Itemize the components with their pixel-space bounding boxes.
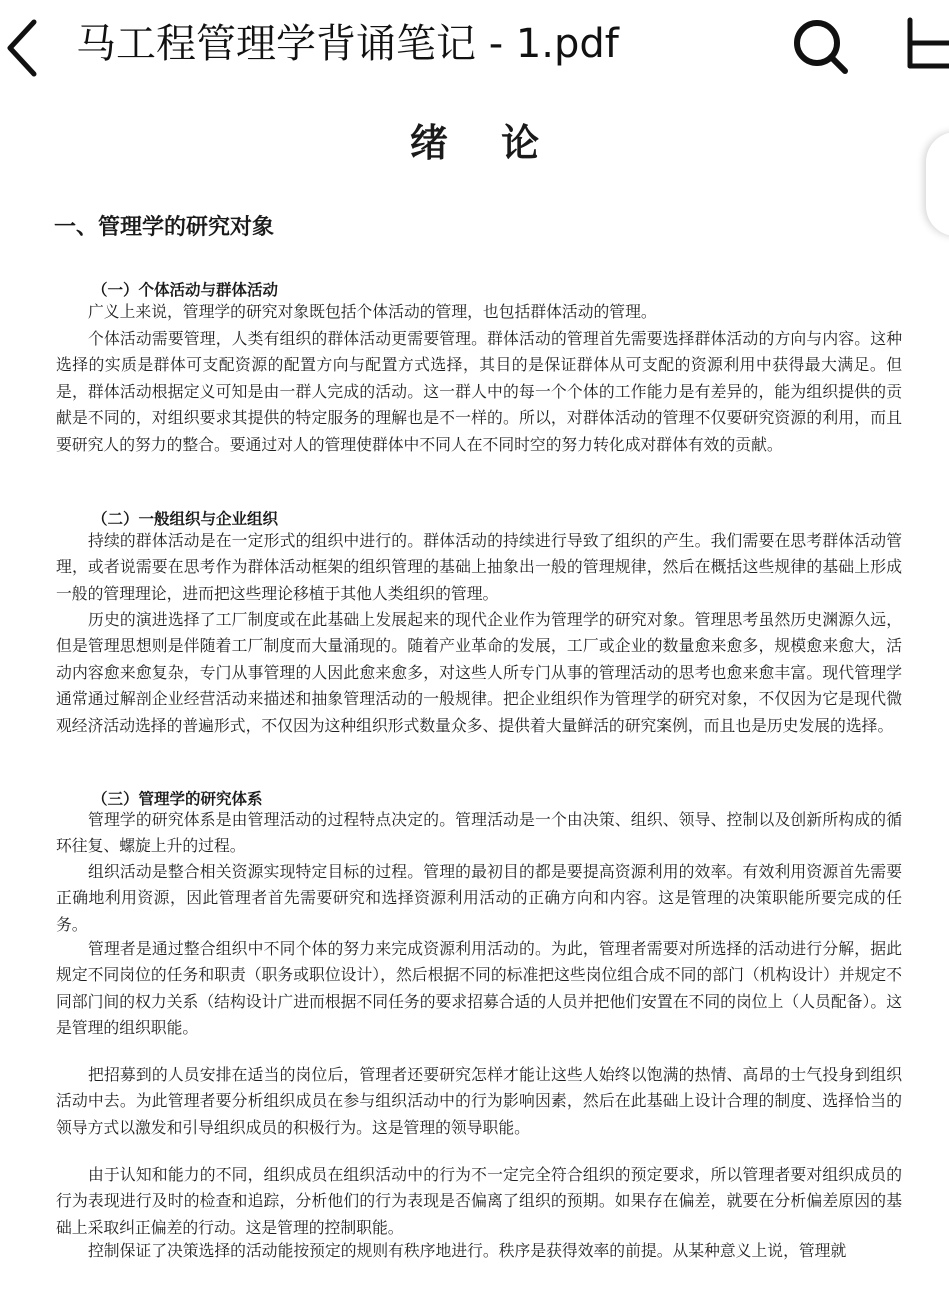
paragraph: 历史的演进选择了工厂制度或在此基础上发展起来的现代企业作为管理学的研究对象。管理思考虽然历史渊源久远，但是管理思想则是伴随着工厂制度而大量涌现的。随着产业革命的发展，工厂或企业的数量愈来愈多，规模愈来愈大，活动内容愈来愈复杂，专门从事管理的人因此愈来愈多，对这些人所专门从事的管理活动的思考也愈来愈丰富。现代管理学通常通过解剖企业经营活动来描述和抽象管理活动的一般规律。把企业组织作为管理学的研究对象，不仅因为它是现代微观经济活动选择的普遍形式，不仅因为这种组织形式数量众多、提供着大量鲜活的研究案例，而且也是历史发展的选择。	[56, 610, 902, 735]
paragraph: 个体活动需要管理，人类有组织的群体活动更需要管理。群体活动的管理首先需要选择群体活动的方向与内容。这种选择的实质是群体可支配资源的配置方向与配置方式选择，其目的是保证群体从可支配的资源利用中获得最大满足。但是，群体活动根据定义可知是由一群人完成的活动。这一群人中的每一个个体的工作能力是有差异的，能为组织提供的贡献是不同的，对组织要求其提供的特定服务的理解也是不一样的。所以，对群体活动的管理不仅要研究资源的利用，而且要研究人的努力的整合。要通过对人的管理使群体中不同人在不同时空的努力转化成对群体有效的贡献。	[56, 329, 902, 454]
paragraph: 管理者是通过整合组织中不同个体的努力来完成资源利用活动的。为此，管理者需要对所选择的活动进行分解，据此规定不同岗位的任务和职责（职务或职位设计），然后根据不同的标准把这些岗位组合成不同的部门（机构设计）并规定不同部门间的权力关系（结构设计广进而根据不同任务的要求招募合适的人员并把他们安置在不同的岗位上（人员配备）。这是管理的组织职能。	[56, 939, 902, 1038]
document-title: 马工程管理学背诵笔记 - 1.pdf	[76, 21, 619, 67]
sub-heading: （二）一般组织与企业组织	[92, 510, 279, 528]
back-button[interactable]	[0, 12, 58, 82]
pdf-page	[0, 92, 949, 1300]
section-heading: 一、管理学的研究对象	[54, 215, 275, 240]
paragraph: 把招募到的人员安排在适当的岗位后，管理者还要研究怎样才能让这些人始终以饱满的热情、高昂的士气投身到组织活动中去。为此管理者要分析组织成员在参与组织活动中的行为影响因素，然后在此基础上设计合理的制度、选择恰当的领导方式以激发和引导组织成员的积极行为。这是管理的领导职能。	[56, 1065, 902, 1137]
top-bar	[0, 0, 949, 92]
sub-heading: （三）管理学的研究体系	[92, 790, 263, 808]
paragraph: 广义上来说，管理学的研究对象既包括个体活动的管理，也包括群体活动的管理。	[88, 302, 657, 321]
chapter-title: 绪 论	[409, 120, 560, 165]
search-button[interactable]	[788, 14, 852, 78]
search-icon	[788, 14, 852, 78]
paragraph: 控制保证了决策选择的活动能按预定的规则有秩序地进行。秩序是获得效率的前提。从某种意义上说，管理就	[88, 1241, 847, 1260]
chevron-left-icon	[0, 12, 58, 82]
paragraph: 持续的群体活动是在一定形式的组织中进行的。群体活动的持续进行导致了组织的产生。我们需要在思考群体活动管理，或者说需要在思考作为群体活动框架的组织管理的基础上抽象出一般的管理规律，然后在概括这些规律的基础上形成一般的管理理论，进而把这些理论移植于其他人类组织的管理。	[56, 531, 902, 603]
outline-icon	[900, 16, 949, 76]
paragraph: 组织活动是整合相关资源实现特定目标的过程。管理的最初目的都是要提高资源利用的效率。有效利用资源首先需要正确地利用资源，因此管理者首先需要研究和选择资源利用活动的正确方向和内容。这是管理的决策职能所要完成的任务。	[56, 862, 902, 934]
paragraph: 由于认知和能力的不同，组织成员在组织活动中的行为不一定完全符合组织的预定要求，所以管理者要对组织成员的行为表现进行及时的检查和追踪，分析他们的行为表现是否偏离了组织的预期。如果存在偏差，就要在分析偏差原因的基础上采取纠正偏差的行动。这是管理的控制职能。	[56, 1165, 902, 1237]
outline-button[interactable]	[900, 16, 949, 76]
paragraph: 管理学的研究体系是由管理活动的过程特点决定的。管理活动是一个由决策、组织、领导、控制以及创新所构成的循环往复、螺旋上升的过程。	[56, 810, 902, 856]
sub-heading: （一）个体活动与群体活动	[92, 281, 279, 299]
